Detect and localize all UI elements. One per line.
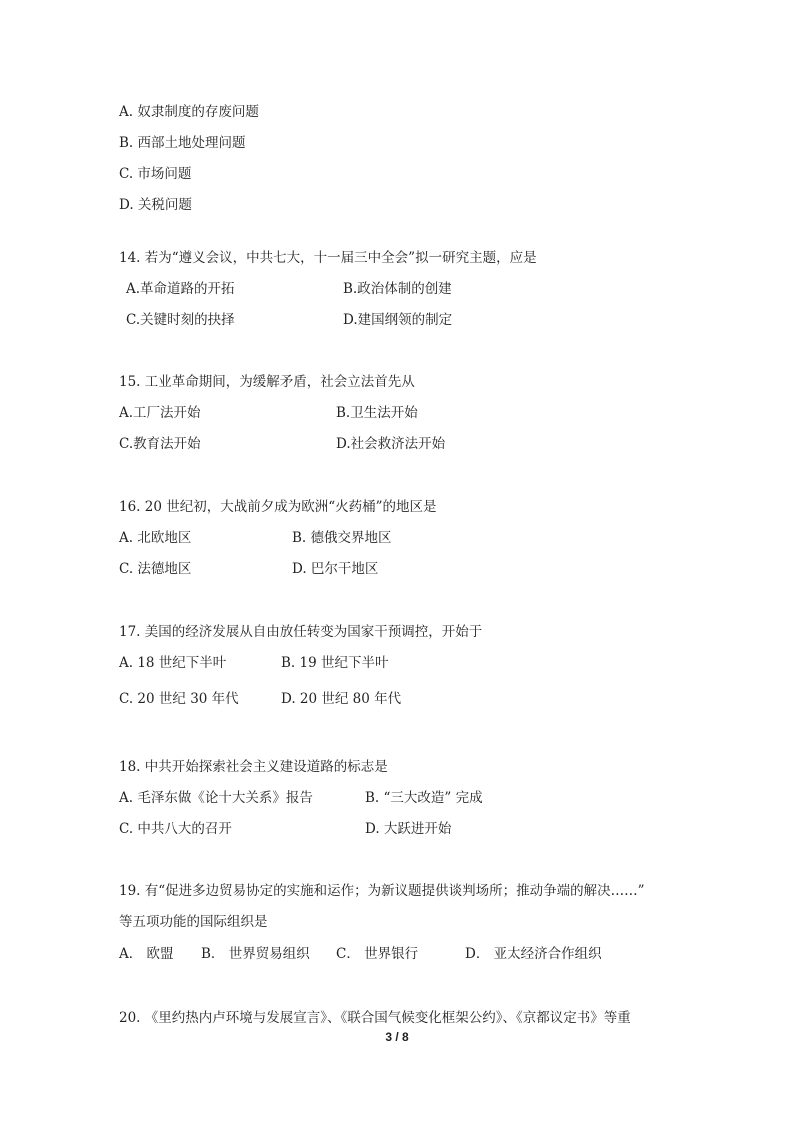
q13-option-d: D. 关税问题 xyxy=(119,197,192,213)
q19-stem-line1: 19. 有“促进多边贸易协定的实施和运作；为新议题提供谈判场所；推动争端的解决……” xyxy=(119,883,645,899)
q14-option-c: C.关键时刻的抉择 xyxy=(126,312,235,328)
q19-option-a: A． 欧盟 xyxy=(119,946,174,962)
q19-option-c: C． 世界银行 xyxy=(336,946,419,962)
q16-option-b: B. 德俄交界地区 xyxy=(292,530,392,546)
q19-stem-line2: 等五项功能的国际组织是 xyxy=(119,914,268,930)
q16-option-d: D. 巴尔干地区 xyxy=(292,561,379,577)
q15-option-d: D.社会救济法开始 xyxy=(336,436,446,452)
q15-option-c: C.教育法开始 xyxy=(119,436,201,452)
q19-option-d: D． 亚太经济合作组织 xyxy=(465,946,602,962)
q17-option-b: B. 19 世纪下半叶 xyxy=(281,655,389,671)
q18-option-c: C. 中共八大的召开 xyxy=(119,821,232,837)
q18-option-d: D. 大跃进开始 xyxy=(365,821,452,837)
q18-option-b: B. “三大改造” 完成 xyxy=(365,790,483,806)
q14-option-b: B.政治体制的创建 xyxy=(343,281,452,297)
q17-option-a: A. 18 世纪下半叶 xyxy=(119,655,227,671)
q20-stem: 20. 《里约热内卢环境与发展宣言》、《联合国气候变化框架公约》、《京都议定书》等重 xyxy=(119,1010,631,1026)
q15-option-a: A.工厂法开始 xyxy=(119,405,201,421)
page-number: 3 / 8 xyxy=(385,1030,409,1044)
q16-option-a: A. 北欧地区 xyxy=(119,530,192,546)
q18-stem: 18. 中共开始探索社会主义建设道路的标志是 xyxy=(119,759,388,775)
q15-option-b: B.卫生法开始 xyxy=(336,405,418,421)
q15-stem: 15. 工业革命期间，为缓解矛盾，社会立法首先从 xyxy=(119,374,415,390)
q13-option-b: B. 西部土地处理问题 xyxy=(119,135,246,151)
q18-option-a: A. 毛泽东做《论十大关系》报告 xyxy=(119,790,313,806)
q16-option-c: C. 法德地区 xyxy=(119,561,192,577)
q14-option-a: A.革命道路的开拓 xyxy=(126,281,235,297)
q17-option-c: C. 20 世纪 30 年代 xyxy=(119,691,239,707)
q13-option-c: C. 市场问题 xyxy=(119,166,192,182)
q17-stem: 17. 美国的经济发展从自由放任转变为国家干预调控，开始于 xyxy=(119,624,483,640)
q14-option-d: D.建国纲领的制定 xyxy=(343,312,453,328)
q19-option-b: B． 世界贸易组织 xyxy=(201,946,310,962)
q14-stem: 14. 若为“遵义会议，中共七大，十一届三中全会”拟一研究主题，应是 xyxy=(119,250,537,266)
q17-option-d: D. 20 世纪 80 年代 xyxy=(281,691,402,707)
q16-stem: 16. 20 世纪初，大战前夕成为欧洲“火药桶”的地区是 xyxy=(119,499,437,515)
q13-option-a: A. 奴隶制度的存废问题 xyxy=(119,104,259,120)
